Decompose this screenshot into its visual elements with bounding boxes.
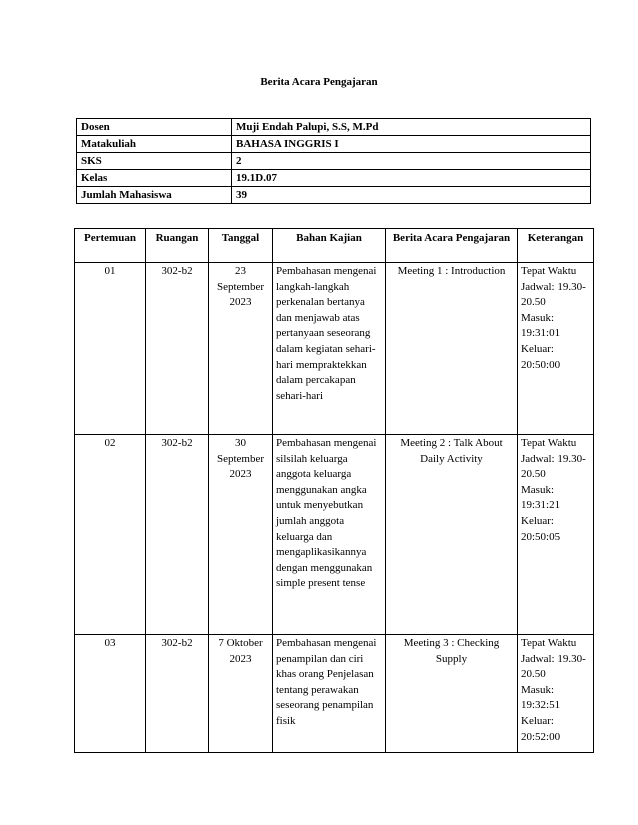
keterangan-keluar: Keluar: 20:52:00 (521, 714, 561, 743)
cell-pertemuan: 02 (75, 435, 146, 635)
header-bahan-kajian: Bahan Kajian (273, 229, 386, 263)
cell-tanggal: 7 Oktober 2023 (209, 635, 273, 753)
keterangan-keluar: Keluar: 20:50:05 (521, 514, 561, 543)
table-row (75, 635, 594, 753)
header-ruangan: Ruangan (146, 229, 209, 263)
keterangan-status: Tepat Waktu (521, 437, 577, 449)
cell-bahan-kajian: Pembahasan mengenai penampilan dan ciri khas orang Penjelasan tentang perawakan seseorang penampilan fisik (273, 635, 386, 753)
info-row-kelas (77, 170, 591, 187)
cell-pertemuan: 01 (75, 263, 146, 435)
cell-pertemuan: 03 (75, 635, 146, 753)
keterangan-masuk: Masuk: 19:31:01 (521, 311, 561, 340)
header-tanggal: Tanggal (209, 229, 273, 263)
info-table (76, 118, 591, 204)
cell-ruangan: 302-b2 (146, 635, 209, 753)
info-value: 19.1D.07 (232, 170, 591, 187)
attendance-table (74, 228, 594, 753)
keterangan-masuk: Masuk: 19:32:51 (521, 683, 561, 712)
table-row (75, 263, 594, 435)
info-label: SKS (77, 153, 232, 170)
info-label: Kelas (77, 170, 232, 187)
info-value: BAHASA INGGRIS I (232, 136, 591, 153)
cell-berita-acara: Meeting 2 : Talk About Daily Activity (386, 435, 518, 635)
header-berita-acara: Berita Acara Pengajaran (386, 229, 518, 263)
info-label: Dosen (77, 119, 232, 136)
keterangan-jadwal: Jadwal: 19.30-20.50 (521, 280, 586, 309)
cell-bahan-kajian: Pembahasan mengenai silsilah keluarga anggota keluarga menggunakan angka untuk menyebutkan jumlah anggota keluarga dan mengaplikasikannya dengan menggunakan simple present tense (273, 435, 386, 635)
cell-berita-acara: Meeting 1 : Introduction (386, 263, 518, 435)
cell-keterangan (518, 435, 594, 635)
cell-bahan-kajian: Pembahasan mengenai langkah-langkah perkenalan bertanya dan menjawab atas pertanyaan seseorang dalam kegiatan sehari-hari mempraktekkan dalam percakapan sehari-hari (273, 263, 386, 435)
info-row-jumlah-mahasiswa (77, 187, 591, 204)
keterangan-status: Tepat Waktu (521, 637, 577, 649)
info-label: Jumlah Mahasiswa (77, 187, 232, 204)
table-header-row (75, 229, 594, 263)
table-row (75, 435, 594, 635)
page-title: Berita Acara Pengajaran (260, 76, 378, 88)
info-value: 39 (232, 187, 591, 204)
info-value: Muji Endah Palupi, S.S, M.Pd (232, 119, 591, 136)
keterangan-masuk: Masuk: 19:31:21 (521, 483, 561, 512)
info-label: Matakuliah (77, 136, 232, 153)
cell-keterangan (518, 263, 594, 435)
keterangan-jadwal: Jadwal: 19.30-20.50 (521, 452, 586, 481)
cell-ruangan: 302-b2 (146, 435, 209, 635)
cell-tanggal: 30 September 2023 (209, 435, 273, 635)
header-keterangan: Keterangan (518, 229, 594, 263)
cell-tanggal: 23 September 2023 (209, 263, 273, 435)
cell-berita-acara: Meeting 3 : Checking Supply (386, 635, 518, 753)
keterangan-keluar: Keluar: 20:50:00 (521, 342, 561, 371)
keterangan-status: Tepat Waktu (521, 265, 577, 277)
info-row-dosen (77, 119, 591, 136)
cell-ruangan: 302-b2 (146, 263, 209, 435)
cell-keterangan (518, 635, 594, 753)
header-pertemuan: Pertemuan (75, 229, 146, 263)
info-row-matakuliah (77, 136, 591, 153)
keterangan-jadwal: Jadwal: 19.30-20.50 (521, 652, 586, 681)
info-value: 2 (232, 153, 591, 170)
info-row-sks (77, 153, 591, 170)
